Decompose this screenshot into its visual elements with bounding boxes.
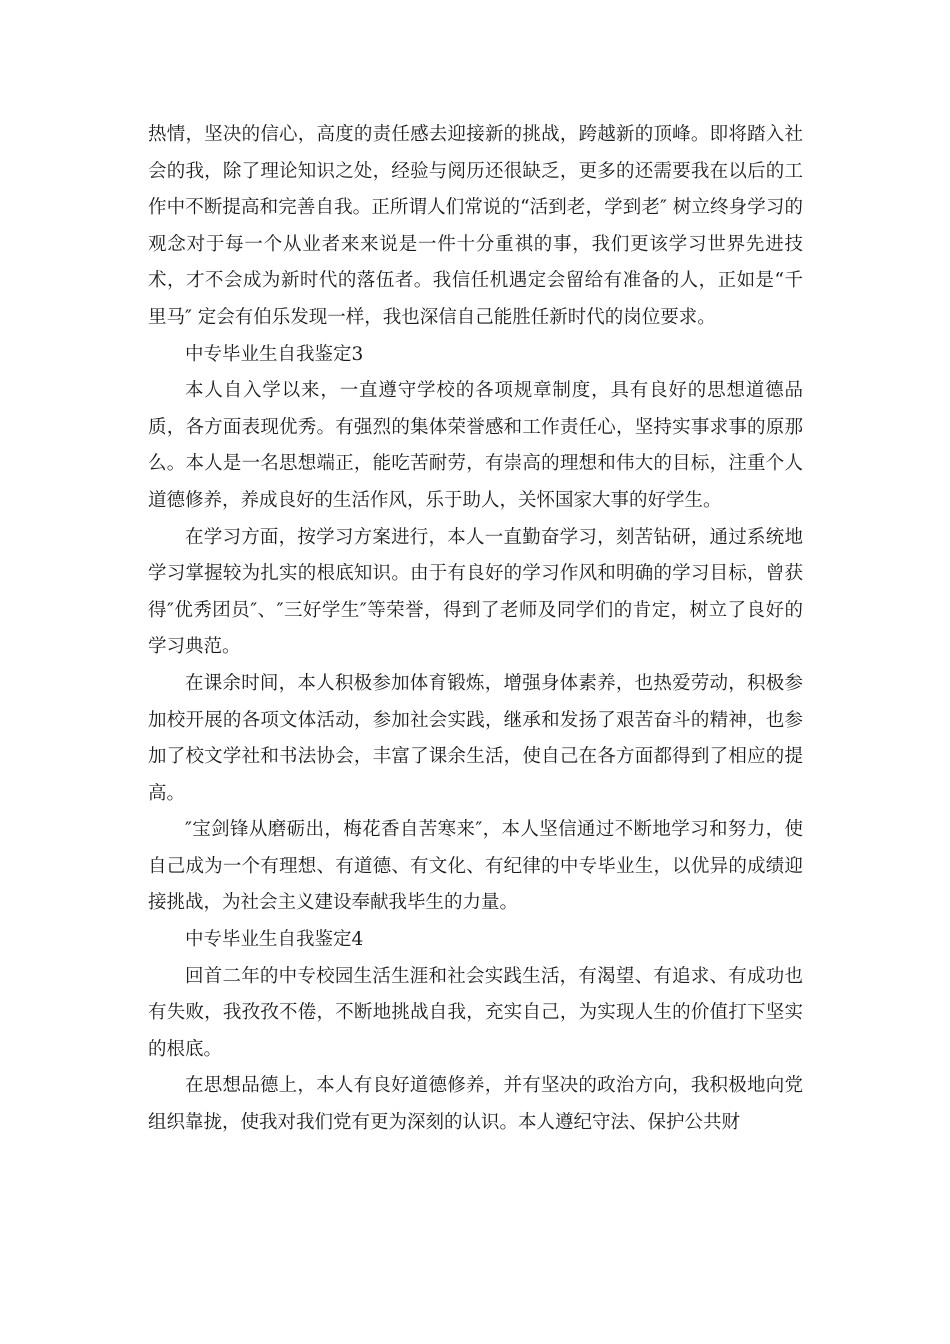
- body-paragraph: 回首二年的中专校园生活生涯和社会实践生活，有渴望、有追求、有成功也有失败，我孜孜不倦，不断地挑战自我，充实自己，为实现人生的价值打下坚实的根底。: [148, 965, 803, 1060]
- body-paragraph: 在学习方面，按学习方案进行，本人一直勤奋学习，刻苦钻研，通过系统地学习掌握较为扎实的根底知识。由于有良好的学习作风和明确的学习目标，曾获得″优秀团员″、″三好学生″等荣誉，得到了老师及同学们的肯定，树立了良好的学习典范。: [148, 526, 803, 658]
- section-heading: 中专毕业生自我鉴定3: [185, 343, 364, 365]
- body-paragraph: 在课余时间，本人积极参加体育锻炼，增强身体素养，也热爱劳动，积极参加校开展的各项文体活动，参加社会实践，继承和发扬了艰苦奋斗的精神，也参加了校文学社和书法协会，丰富了课余生活，使自己在各方面都得到了相应的提高。: [148, 672, 803, 804]
- body-paragraph: 热情，坚决的信心，高度的责任感去迎接新的挑战，跨越新的顶峰。即将踏入社会的我，除了理论知识之处，经验与阅历还很缺乏，更多的还需要我在以后的工作中不断提高和完善自我。正所谓人们常说的“活到老，学到老″ 树立终身学习的观念对于每一个从业者来来说是一件十分重祺的事，我们更该学习世界先进技术，才不会成为新时代的落伍者。我信任机遇定会留给有准备的人，正如是“千里马″ 定会有伯乐发现一样，我也深信自己能胜任新时代的岗位要求。: [148, 124, 803, 328]
- section-heading: 中专毕业生自我鉴定4: [185, 929, 364, 951]
- document-body: [148, 117, 803, 1142]
- body-paragraph: 在思想品德上，本人有良好道德修养，并有坚决的政治方向，我积极地向党组织靠拢，使我对我们党有更为深刻的认识。本人遵纪守法、保护公共财: [148, 1075, 803, 1134]
- body-paragraph: ″宝剑锋从磨砺出，梅花香自苦寒来″，本人坚信通过不断地学习和努力，使自己成为一个有理想、有道德、有文化、有纪律的中专毕业生，以优异的成绩迎接挑战，为社会主义建设奉献我毕生的力量。: [148, 819, 803, 914]
- body-paragraph: 本人自入学以来，一直遵守学校的各项规章制度，具有良好的思想道德品质，各方面表现优秀。有强烈的集体荣誉感和工作责任心，坚持实事求事的原那么。本人是一名思想端正，能吃苦耐劳，有崇高的理想和伟大的目标，注重个人道德修养，养成良好的生活作风，乐于助人，关怀国家大事的好学生。: [148, 380, 803, 511]
